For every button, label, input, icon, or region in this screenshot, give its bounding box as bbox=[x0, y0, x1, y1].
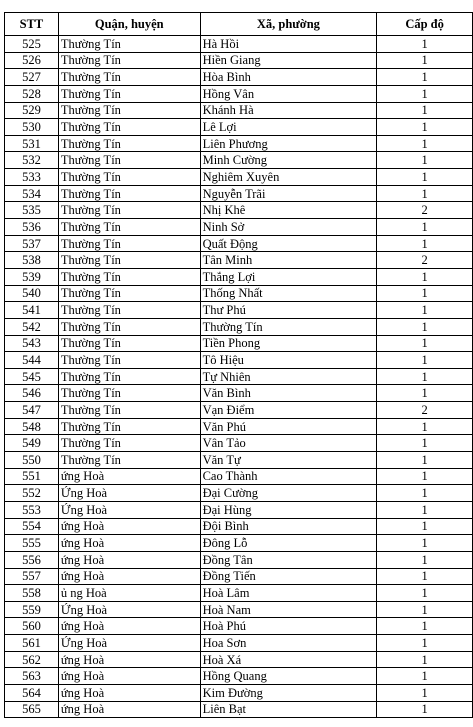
row-stt-cell: 546 bbox=[5, 385, 59, 402]
row-level-cell: 1 bbox=[377, 235, 473, 252]
row-district-cell: Thường Tín bbox=[58, 185, 200, 202]
header-stt: STT bbox=[5, 13, 59, 36]
row-level-cell: 1 bbox=[377, 52, 473, 69]
row-level-cell: 1 bbox=[377, 485, 473, 502]
row-stt-cell: 562 bbox=[5, 651, 59, 668]
row-level-cell: 1 bbox=[377, 302, 473, 319]
table-body bbox=[5, 36, 473, 718]
row-stt-cell: 555 bbox=[5, 535, 59, 552]
row-ward-cell: Tô Hiệu bbox=[200, 352, 377, 369]
row-stt-cell: 552 bbox=[5, 485, 59, 502]
row-ward-cell: Văn Bình bbox=[200, 385, 377, 402]
row-level-cell: 1 bbox=[377, 368, 473, 385]
row-stt-cell: 559 bbox=[5, 601, 59, 618]
row-level-cell: 1 bbox=[377, 501, 473, 518]
row-level-cell: 1 bbox=[377, 535, 473, 552]
row-district-cell: Ứng Hoà bbox=[58, 601, 200, 618]
row-stt-cell: 528 bbox=[5, 85, 59, 102]
table-row bbox=[5, 468, 473, 485]
row-level-cell: 1 bbox=[377, 468, 473, 485]
row-district-cell: Thường Tín bbox=[58, 69, 200, 86]
row-level-cell: 1 bbox=[377, 219, 473, 236]
row-district-cell: Thường Tín bbox=[58, 285, 200, 302]
row-stt-cell: 533 bbox=[5, 169, 59, 186]
row-level-cell: 1 bbox=[377, 36, 473, 53]
row-level-cell: 1 bbox=[377, 651, 473, 668]
row-district-cell: ứng Hoà bbox=[58, 651, 200, 668]
row-ward-cell: Đại Hùng bbox=[200, 501, 377, 518]
row-stt-cell: 557 bbox=[5, 568, 59, 585]
row-stt-cell: 542 bbox=[5, 318, 59, 335]
row-stt-cell: 561 bbox=[5, 635, 59, 652]
row-ward-cell: Kim Đường bbox=[200, 684, 377, 701]
row-district-cell: Thường Tín bbox=[58, 452, 200, 469]
row-ward-cell: Văn Tự bbox=[200, 452, 377, 469]
table-row bbox=[5, 668, 473, 685]
row-stt-cell: 551 bbox=[5, 468, 59, 485]
row-district-cell: ứng Hoà bbox=[58, 701, 200, 718]
row-stt-cell: 543 bbox=[5, 335, 59, 352]
table-row bbox=[5, 135, 473, 152]
row-ward-cell: Hòa Bình bbox=[200, 69, 377, 86]
table-row bbox=[5, 518, 473, 535]
row-level-cell: 1 bbox=[377, 435, 473, 452]
row-district-cell: ứng Hoà bbox=[58, 684, 200, 701]
row-district-cell: ứng Hoà bbox=[58, 618, 200, 635]
row-level-cell: 1 bbox=[377, 152, 473, 169]
row-stt-cell: 549 bbox=[5, 435, 59, 452]
row-level-cell: 1 bbox=[377, 635, 473, 652]
row-level-cell: 1 bbox=[377, 119, 473, 136]
row-level-cell: 1 bbox=[377, 701, 473, 718]
table-row bbox=[5, 418, 473, 435]
row-ward-cell: Hoa Sơn bbox=[200, 635, 377, 652]
row-ward-cell: Hoà Nam bbox=[200, 601, 377, 618]
table-row bbox=[5, 452, 473, 469]
row-district-cell: Thường Tín bbox=[58, 85, 200, 102]
row-ward-cell: Đội Bình bbox=[200, 518, 377, 535]
row-ward-cell: Minh Cường bbox=[200, 152, 377, 169]
row-district-cell: Thường Tín bbox=[58, 102, 200, 119]
row-stt-cell: 548 bbox=[5, 418, 59, 435]
row-stt-cell: 535 bbox=[5, 202, 59, 219]
row-level-cell: 1 bbox=[377, 169, 473, 186]
row-level-cell: 1 bbox=[377, 318, 473, 335]
row-ward-cell: Khánh Hà bbox=[200, 102, 377, 119]
row-ward-cell: Thường Tín bbox=[200, 318, 377, 335]
row-stt-cell: 563 bbox=[5, 668, 59, 685]
table-row bbox=[5, 285, 473, 302]
row-level-cell: 1 bbox=[377, 69, 473, 86]
row-stt-cell: 540 bbox=[5, 285, 59, 302]
row-district-cell: ứng Hoà bbox=[58, 518, 200, 535]
row-district-cell: Thường Tín bbox=[58, 219, 200, 236]
row-level-cell: 1 bbox=[377, 568, 473, 585]
table-row bbox=[5, 485, 473, 502]
row-district-cell: ứng Hoà bbox=[58, 468, 200, 485]
table-row bbox=[5, 302, 473, 319]
table-row bbox=[5, 385, 473, 402]
row-level-cell: 1 bbox=[377, 618, 473, 635]
commune-level-table bbox=[4, 12, 473, 718]
table-row bbox=[5, 52, 473, 69]
row-district-cell: Thường Tín bbox=[58, 385, 200, 402]
row-ward-cell: Hoà Xá bbox=[200, 651, 377, 668]
row-district-cell: Thường Tín bbox=[58, 252, 200, 269]
row-ward-cell: Tân Minh bbox=[200, 252, 377, 269]
row-stt-cell: 554 bbox=[5, 518, 59, 535]
row-district-cell: Thường Tín bbox=[58, 352, 200, 369]
row-level-cell: 1 bbox=[377, 135, 473, 152]
table-row bbox=[5, 568, 473, 585]
row-district-cell: ủ ng Hoà bbox=[58, 585, 200, 602]
row-district-cell: Thường Tín bbox=[58, 119, 200, 136]
row-stt-cell: 529 bbox=[5, 102, 59, 119]
row-district-cell: Thường Tín bbox=[58, 235, 200, 252]
row-ward-cell: Cao Thành bbox=[200, 468, 377, 485]
row-level-cell: 2 bbox=[377, 402, 473, 419]
table-row bbox=[5, 219, 473, 236]
table-row bbox=[5, 119, 473, 136]
row-ward-cell: Đông Lỗ bbox=[200, 535, 377, 552]
row-ward-cell: Nguyễn Trãi bbox=[200, 185, 377, 202]
table-row bbox=[5, 402, 473, 419]
table-row bbox=[5, 36, 473, 53]
table-row bbox=[5, 635, 473, 652]
row-stt-cell: 527 bbox=[5, 69, 59, 86]
row-stt-cell: 565 bbox=[5, 701, 59, 718]
row-level-cell: 1 bbox=[377, 668, 473, 685]
row-stt-cell: 545 bbox=[5, 368, 59, 385]
table-row bbox=[5, 169, 473, 186]
row-stt-cell: 547 bbox=[5, 402, 59, 419]
row-stt-cell: 558 bbox=[5, 585, 59, 602]
row-level-cell: 1 bbox=[377, 185, 473, 202]
row-ward-cell: Đại Cường bbox=[200, 485, 377, 502]
row-ward-cell: Hà Hồi bbox=[200, 36, 377, 53]
row-stt-cell: 556 bbox=[5, 551, 59, 568]
row-ward-cell: Liên Phương bbox=[200, 135, 377, 152]
row-ward-cell: Quất Động bbox=[200, 235, 377, 252]
row-district-cell: Thường Tín bbox=[58, 202, 200, 219]
row-district-cell: ứng Hoà bbox=[58, 668, 200, 685]
table-row bbox=[5, 202, 473, 219]
row-level-cell: 1 bbox=[377, 352, 473, 369]
row-district-cell: Thường Tín bbox=[58, 52, 200, 69]
row-ward-cell: Ninh Sở bbox=[200, 219, 377, 236]
row-ward-cell: Đồng Tân bbox=[200, 551, 377, 568]
table-row bbox=[5, 69, 473, 86]
table-row bbox=[5, 252, 473, 269]
row-stt-cell: 526 bbox=[5, 52, 59, 69]
row-district-cell: ứng Hoà bbox=[58, 535, 200, 552]
header-ward: Xã, phường bbox=[200, 13, 377, 36]
table-row bbox=[5, 435, 473, 452]
row-ward-cell: Văn Phú bbox=[200, 418, 377, 435]
row-level-cell: 2 bbox=[377, 252, 473, 269]
row-district-cell: Thường Tín bbox=[58, 435, 200, 452]
row-stt-cell: 534 bbox=[5, 185, 59, 202]
row-stt-cell: 532 bbox=[5, 152, 59, 169]
row-stt-cell: 553 bbox=[5, 501, 59, 518]
row-district-cell: Thường Tín bbox=[58, 302, 200, 319]
row-district-cell: Thường Tín bbox=[58, 152, 200, 169]
row-level-cell: 1 bbox=[377, 551, 473, 568]
row-level-cell: 1 bbox=[377, 268, 473, 285]
table-row bbox=[5, 618, 473, 635]
header-district: Quận, huyện bbox=[58, 13, 200, 36]
row-stt-cell: 531 bbox=[5, 135, 59, 152]
row-stt-cell: 544 bbox=[5, 352, 59, 369]
row-stt-cell: 550 bbox=[5, 452, 59, 469]
table-row bbox=[5, 318, 473, 335]
row-level-cell: 1 bbox=[377, 518, 473, 535]
row-ward-cell: Thắng Lợi bbox=[200, 268, 377, 285]
table-row bbox=[5, 85, 473, 102]
row-stt-cell: 541 bbox=[5, 302, 59, 319]
row-stt-cell: 539 bbox=[5, 268, 59, 285]
row-ward-cell: Hồng Vân bbox=[200, 85, 377, 102]
row-district-cell: Thường Tín bbox=[58, 318, 200, 335]
table-row bbox=[5, 651, 473, 668]
table-row bbox=[5, 684, 473, 701]
row-level-cell: 1 bbox=[377, 452, 473, 469]
table-row bbox=[5, 601, 473, 618]
row-ward-cell: Nghiêm Xuyên bbox=[200, 169, 377, 186]
table-row bbox=[5, 102, 473, 119]
row-ward-cell: Thư Phú bbox=[200, 302, 377, 319]
row-level-cell: 1 bbox=[377, 601, 473, 618]
table-row bbox=[5, 551, 473, 568]
row-district-cell: Ứng Hoà bbox=[58, 485, 200, 502]
table-row bbox=[5, 368, 473, 385]
table-header-row bbox=[5, 13, 473, 36]
row-district-cell: Thường Tín bbox=[58, 335, 200, 352]
table-row bbox=[5, 185, 473, 202]
row-level-cell: 1 bbox=[377, 418, 473, 435]
table-row bbox=[5, 701, 473, 718]
row-ward-cell: Đồng Tiến bbox=[200, 568, 377, 585]
row-district-cell: Thường Tín bbox=[58, 169, 200, 186]
row-district-cell: ứng Hoà bbox=[58, 568, 200, 585]
row-district-cell: Thường Tín bbox=[58, 135, 200, 152]
row-stt-cell: 560 bbox=[5, 618, 59, 635]
row-level-cell: 1 bbox=[377, 385, 473, 402]
row-stt-cell: 525 bbox=[5, 36, 59, 53]
row-level-cell: 1 bbox=[377, 85, 473, 102]
table-row bbox=[5, 235, 473, 252]
row-ward-cell: Tự Nhiên bbox=[200, 368, 377, 385]
row-level-cell: 1 bbox=[377, 335, 473, 352]
row-ward-cell: Nhị Khê bbox=[200, 202, 377, 219]
row-stt-cell: 530 bbox=[5, 119, 59, 136]
row-stt-cell: 538 bbox=[5, 252, 59, 269]
table-row bbox=[5, 268, 473, 285]
row-district-cell: Thường Tín bbox=[58, 368, 200, 385]
row-stt-cell: 564 bbox=[5, 684, 59, 701]
row-district-cell: Thường Tín bbox=[58, 402, 200, 419]
row-district-cell: Ứng Hoà bbox=[58, 501, 200, 518]
table-row bbox=[5, 152, 473, 169]
row-level-cell: 1 bbox=[377, 285, 473, 302]
table-row bbox=[5, 352, 473, 369]
row-ward-cell: Thống Nhất bbox=[200, 285, 377, 302]
table-row bbox=[5, 335, 473, 352]
row-level-cell: 1 bbox=[377, 102, 473, 119]
table-row bbox=[5, 585, 473, 602]
header-level: Cấp độ bbox=[377, 13, 473, 36]
row-district-cell: Thường Tín bbox=[58, 36, 200, 53]
row-district-cell: Thường Tín bbox=[58, 418, 200, 435]
row-ward-cell: Vạn Điểm bbox=[200, 402, 377, 419]
row-district-cell: Ứng Hoà bbox=[58, 635, 200, 652]
row-ward-cell: Tiền Phong bbox=[200, 335, 377, 352]
row-district-cell: Thường Tín bbox=[58, 268, 200, 285]
row-level-cell: 1 bbox=[377, 585, 473, 602]
row-ward-cell: Vân Tảo bbox=[200, 435, 377, 452]
row-district-cell: ứng Hoà bbox=[58, 551, 200, 568]
table-row bbox=[5, 501, 473, 518]
row-ward-cell: Lê Lợi bbox=[200, 119, 377, 136]
row-stt-cell: 536 bbox=[5, 219, 59, 236]
row-ward-cell: Hiền Giang bbox=[200, 52, 377, 69]
row-level-cell: 2 bbox=[377, 202, 473, 219]
table-row bbox=[5, 535, 473, 552]
row-ward-cell: Hoà Phú bbox=[200, 618, 377, 635]
row-ward-cell: Hoà Lâm bbox=[200, 585, 377, 602]
row-level-cell: 1 bbox=[377, 684, 473, 701]
row-stt-cell: 537 bbox=[5, 235, 59, 252]
row-ward-cell: Liên Bạt bbox=[200, 701, 377, 718]
row-ward-cell: Hồng Quang bbox=[200, 668, 377, 685]
